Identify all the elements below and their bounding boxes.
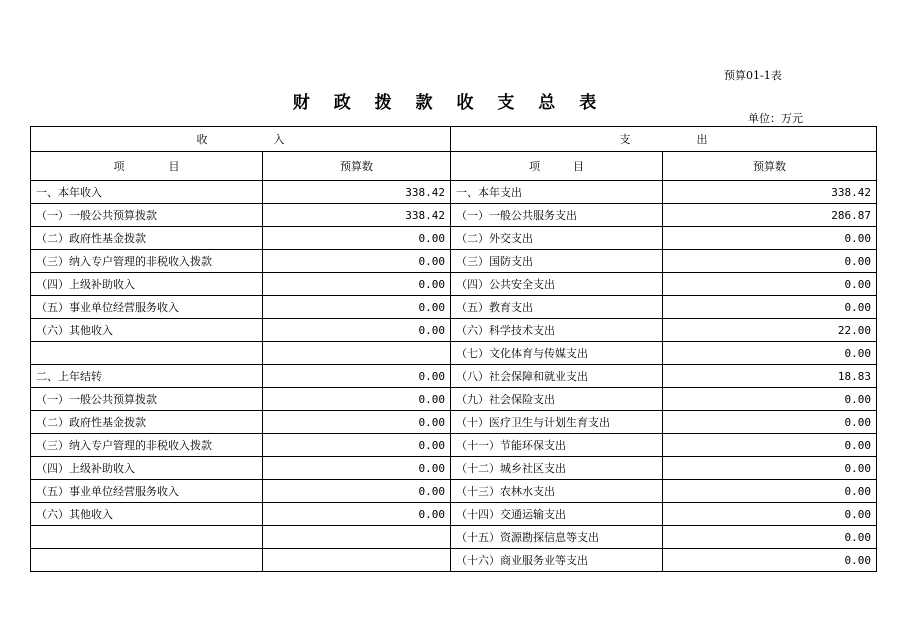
income-item-cell bbox=[31, 342, 263, 365]
income-value-cell: 0.00 bbox=[263, 250, 451, 273]
table-row bbox=[31, 227, 877, 250]
table-row bbox=[31, 342, 877, 365]
income-value-cell: 0.00 bbox=[263, 273, 451, 296]
expense-value-cell: 0.00 bbox=[663, 457, 877, 480]
income-item-cell: （四）上级补助收入 bbox=[31, 457, 263, 480]
income-value-cell: 0.00 bbox=[263, 434, 451, 457]
expense-value-cell: 0.00 bbox=[663, 227, 877, 250]
table-row bbox=[31, 411, 877, 434]
table-row bbox=[31, 250, 877, 273]
expense-item-cell: （十四）交通运输支出 bbox=[451, 503, 663, 526]
expense-item-cell: （六）科学技术支出 bbox=[451, 319, 663, 342]
income-value-cell: 0.00 bbox=[263, 319, 451, 342]
table-row bbox=[31, 365, 877, 388]
income-value-cell bbox=[263, 526, 451, 549]
form-number: 预算01-1表 bbox=[724, 69, 782, 82]
income-value-cell: 0.00 bbox=[263, 296, 451, 319]
expense-item-header: 项 目 bbox=[451, 152, 663, 181]
table-row bbox=[31, 480, 877, 503]
income-item-cell bbox=[31, 526, 263, 549]
expense-value-cell: 0.00 bbox=[663, 296, 877, 319]
expense-value-cell: 18.83 bbox=[663, 365, 877, 388]
expense-item-cell: （二）外交支出 bbox=[451, 227, 663, 250]
expense-budget-header: 预算数 bbox=[663, 152, 877, 181]
expense-item-cell: （十五）资源勘探信息等支出 bbox=[451, 526, 663, 549]
income-header: 收 入 bbox=[31, 127, 451, 152]
income-item-cell: （三）纳入专户管理的非税收入拨款 bbox=[31, 434, 263, 457]
income-item-cell: （三）纳入专户管理的非税收入拨款 bbox=[31, 250, 263, 273]
expense-value-cell: 0.00 bbox=[663, 411, 877, 434]
expense-value-cell: 0.00 bbox=[663, 250, 877, 273]
income-value-cell: 0.00 bbox=[263, 365, 451, 388]
income-value-cell: 0.00 bbox=[263, 457, 451, 480]
expense-item-cell: （四）公共安全支出 bbox=[451, 273, 663, 296]
table-row bbox=[31, 273, 877, 296]
expense-value-cell: 0.00 bbox=[663, 273, 877, 296]
income-value-cell bbox=[263, 549, 451, 572]
expense-header: 支 出 bbox=[451, 127, 877, 152]
income-item-cell: （五）事业单位经营服务收入 bbox=[31, 296, 263, 319]
table-row bbox=[31, 319, 877, 342]
unit-label: 单位：万元 bbox=[748, 112, 803, 125]
income-item-cell: （五）事业单位经营服务收入 bbox=[31, 480, 263, 503]
income-item-cell bbox=[31, 549, 263, 572]
income-item-cell: （二）政府性基金拨款 bbox=[31, 227, 263, 250]
income-item-cell: 二、上年结转 bbox=[31, 365, 263, 388]
expense-item-cell: （七）文化体育与传媒支出 bbox=[451, 342, 663, 365]
expense-value-cell: 286.87 bbox=[663, 204, 877, 227]
income-item-header: 项 目 bbox=[31, 152, 263, 181]
income-item-cell: 一、本年收入 bbox=[31, 181, 263, 204]
income-value-cell: 0.00 bbox=[263, 227, 451, 250]
table-row bbox=[31, 388, 877, 411]
expense-value-cell: 0.00 bbox=[663, 526, 877, 549]
expense-item-cell: （八）社会保障和就业支出 bbox=[451, 365, 663, 388]
income-item-cell: （二）政府性基金拨款 bbox=[31, 411, 263, 434]
income-value-cell: 0.00 bbox=[263, 503, 451, 526]
expense-item-cell: （三）国防支出 bbox=[451, 250, 663, 273]
income-item-cell: （一）一般公共预算拨款 bbox=[31, 204, 263, 227]
expense-item-cell: （五）教育支出 bbox=[451, 296, 663, 319]
expense-item-cell: （十）医疗卫生与计划生育支出 bbox=[451, 411, 663, 434]
expense-value-cell: 0.00 bbox=[663, 342, 877, 365]
expense-item-cell: （十三）农林水支出 bbox=[451, 480, 663, 503]
income-value-cell bbox=[263, 342, 451, 365]
expense-value-cell: 0.00 bbox=[663, 434, 877, 457]
table-row bbox=[31, 526, 877, 549]
expense-item-cell: （九）社会保险支出 bbox=[451, 388, 663, 411]
expense-item-cell: （一）一般公共服务支出 bbox=[451, 204, 663, 227]
page-title: 财 政 拨 款 收 支 总 表 bbox=[292, 93, 606, 113]
expense-value-cell: 0.00 bbox=[663, 549, 877, 572]
expense-value-cell: 22.00 bbox=[663, 319, 877, 342]
income-item-cell: （六）其他收入 bbox=[31, 503, 263, 526]
table-header-row bbox=[31, 127, 877, 152]
expense-item-cell: （十六）商业服务业等支出 bbox=[451, 549, 663, 572]
income-item-cell: （一）一般公共预算拨款 bbox=[31, 388, 263, 411]
table-row bbox=[31, 503, 877, 526]
income-value-cell: 0.00 bbox=[263, 411, 451, 434]
budget-summary-table bbox=[30, 126, 877, 572]
income-value-cell: 0.00 bbox=[263, 480, 451, 503]
expense-value-cell: 0.00 bbox=[663, 480, 877, 503]
income-budget-header: 预算数 bbox=[263, 152, 451, 181]
expense-value-cell: 338.42 bbox=[663, 181, 877, 204]
expense-item-cell: （十一）节能环保支出 bbox=[451, 434, 663, 457]
table-row bbox=[31, 204, 877, 227]
table-row bbox=[31, 296, 877, 319]
income-item-cell: （四）上级补助收入 bbox=[31, 273, 263, 296]
income-value-cell: 338.42 bbox=[263, 204, 451, 227]
table-row bbox=[31, 457, 877, 480]
table-row bbox=[31, 549, 877, 572]
expense-item-cell: 一、本年支出 bbox=[451, 181, 663, 204]
table-row bbox=[31, 434, 877, 457]
income-value-cell: 0.00 bbox=[263, 388, 451, 411]
income-item-cell: （六）其他收入 bbox=[31, 319, 263, 342]
expense-value-cell: 0.00 bbox=[663, 503, 877, 526]
expense-item-cell: （十二）城乡社区支出 bbox=[451, 457, 663, 480]
table-row bbox=[31, 181, 877, 204]
expense-value-cell: 0.00 bbox=[663, 388, 877, 411]
income-value-cell: 338.42 bbox=[263, 181, 451, 204]
column-header-row bbox=[31, 152, 877, 181]
